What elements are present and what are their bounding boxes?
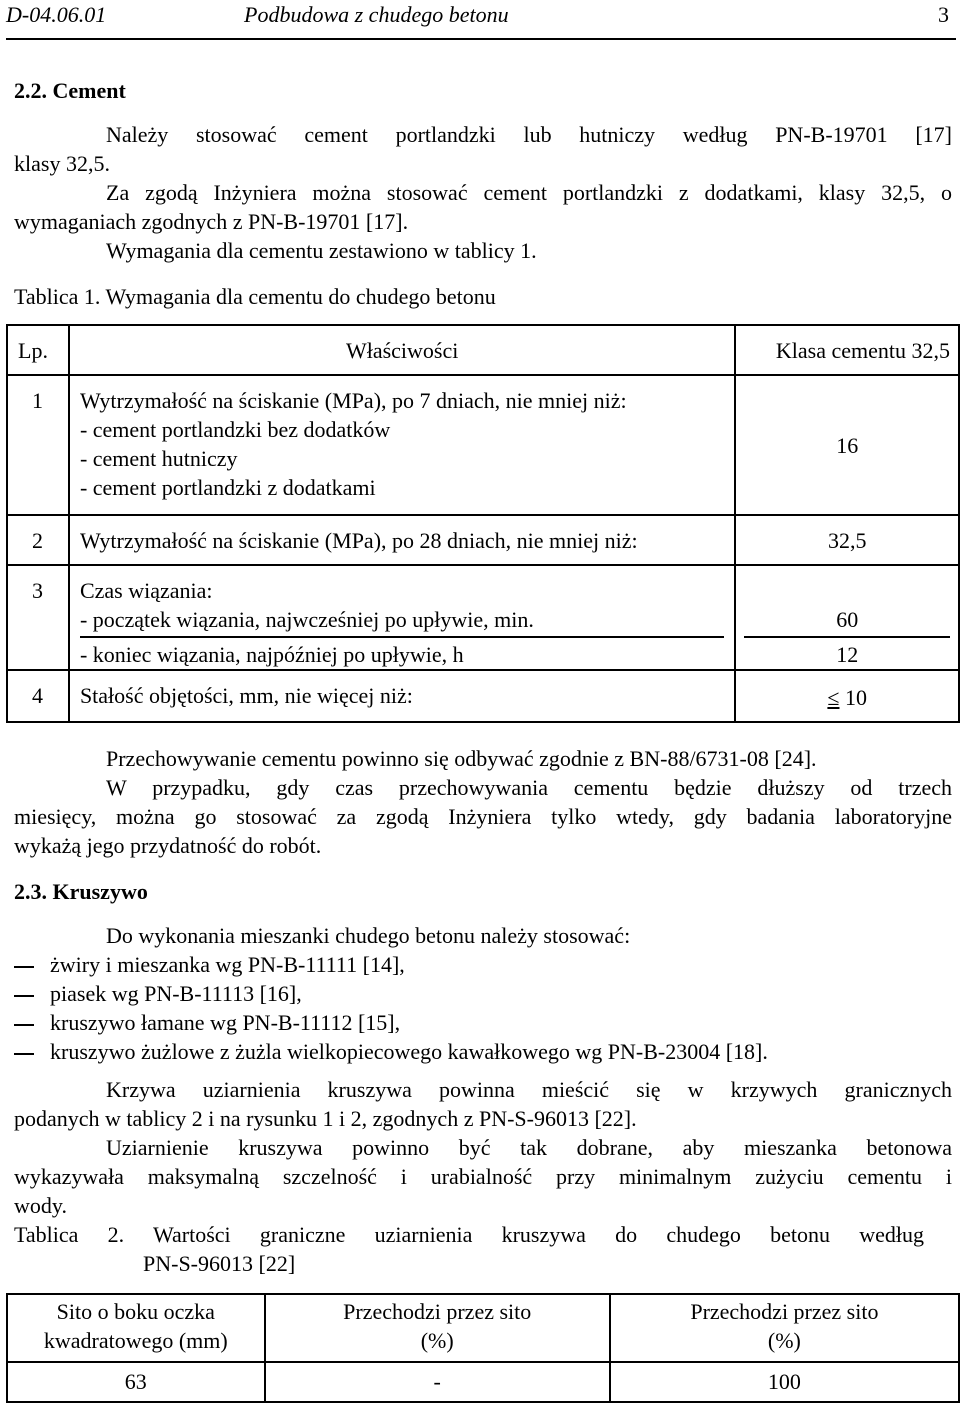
paragraph-line: Uziarnienie kruszywa powinno być tak dobrane, aby mieszanka betonowa <box>106 1135 952 1160</box>
list-dash <box>14 995 34 997</box>
property-text: Wytrzymałość na ściskanie (MPa), po 28 dniach, nie mniej niż: <box>79 528 638 553</box>
sieve-size: 63 <box>124 1369 147 1394</box>
paragraph-line: klasy 32,5. <box>14 151 110 176</box>
paragraph-line: wykażą jego przydatność do robót. <box>14 833 322 858</box>
row-number: 3 <box>32 578 43 603</box>
property-text: Stałość objętości, mm, nie więcej niż: <box>79 683 413 708</box>
page-number: 3 <box>938 2 949 27</box>
row-number: 4 <box>32 683 43 708</box>
list-dash <box>14 966 34 968</box>
paragraph-line: Przechowywanie cementu powinno się odbywać zgodnie z BN-88/6731-08 [24]. <box>106 746 817 771</box>
section-heading-cement: 2.2. Cement <box>14 78 126 103</box>
paragraph-line: wody. <box>14 1193 67 1218</box>
header-passing-min: Przechodzi przez sito <box>343 1299 532 1324</box>
table2-caption: PN-S-96013 [22] <box>143 1251 296 1276</box>
header-passing-max: Przechodzi przez sito <box>690 1299 879 1324</box>
list-item: kruszywo łamane wg PN-B-11112 [15], <box>50 1010 401 1035</box>
header-sieve: Sito o boku oczka <box>56 1299 215 1324</box>
less-equal-symbol: ≤ <box>827 685 840 710</box>
paragraph-line: Krzywa uziarnienia kruszywa powinna mieścić się w krzywych granicznych <box>106 1077 952 1102</box>
header-sieve: kwadratowego (mm) <box>43 1328 228 1353</box>
paragraph-line: Za zgodą Inżyniera można stosować cement portlandzki z dodatkami, klasy 32,5, o <box>106 180 952 205</box>
table-header-row <box>7 1294 959 1362</box>
header-rule <box>6 38 956 40</box>
property-text: - cement hutniczy <box>79 446 238 471</box>
row-number: 2 <box>32 528 43 553</box>
property-text: Wytrzymałość na ściskanie (MPa), po 7 dniach, nie mniej niż: <box>79 388 627 413</box>
paragraph-line: Do wykonania mieszanki chudego betonu należy stosować: <box>106 923 631 948</box>
list-item: kruszywo żużlowe z żużla wielkopiecowego kawałkowego wg PN-B-23004 [18]. <box>50 1039 768 1064</box>
paragraph-line: Należy stosować cement portlandzki lub hutniczy według PN-B-19701 [17] <box>106 122 952 147</box>
header-lp: Lp. <box>18 338 48 363</box>
section-heading-aggregate: 2.3. Kruszywo <box>14 879 148 904</box>
cement-requirements-table <box>6 324 960 723</box>
table-row <box>7 565 959 670</box>
class-value: 16 <box>836 432 859 458</box>
list-item: piasek wg PN-B-11113 [16], <box>50 981 302 1006</box>
property-text: Czas wiązania: <box>79 578 213 603</box>
header-passing-min: (%) <box>420 1328 454 1353</box>
paragraph-line: Wymagania dla cementu zestawiono w tablicy 1. <box>106 238 537 263</box>
class-value: 12 <box>836 642 859 667</box>
class-value: 32,5 <box>827 528 867 553</box>
passing-max: 100 <box>767 1369 801 1394</box>
header-class: Klasa cementu 32,5 <box>775 338 950 363</box>
doc-code: D-04.06.01 <box>6 2 107 27</box>
list-dash <box>14 1053 34 1055</box>
passing-min: - <box>433 1369 441 1394</box>
class-value: 60 <box>744 605 950 638</box>
table-row <box>7 670 959 722</box>
class-value: 10 <box>844 685 867 710</box>
aggregate-grading-table <box>6 1293 960 1403</box>
paragraph-line: miesięcy, można go stosować za zgodą Inżyniera tylko wtedy, gdy badania laboratoryjne <box>14 804 952 829</box>
table-row <box>7 1362 959 1402</box>
paragraph-line: podanych w tablicy 2 i na rysunku 1 i 2, zgodnych z PN-S-96013 [22]. <box>14 1106 637 1131</box>
property-text: - cement portlandzki bez dodatków <box>79 417 391 442</box>
row-number: 1 <box>32 388 43 413</box>
doc-title: Podbudowa z chudego betonu <box>244 2 509 27</box>
paragraph-line: wykazywała maksymalną szczelność i urabialność przy minimalnym zużyciu cementu i <box>14 1164 952 1189</box>
paragraph-line: wymaganiach zgodnych z PN-B-19701 [17]. <box>14 209 409 234</box>
property-text: - cement portlandzki z dodatkami <box>79 475 376 500</box>
table1-caption: Tablica 1. Wymagania dla cementu do chudego betonu <box>14 284 496 309</box>
header-properties: Właściwości <box>345 338 459 363</box>
header-passing-max: (%) <box>767 1328 801 1353</box>
table2-caption: Tablica 2. Wartości graniczne uziarnienia kruszywa do chudego betonu według <box>14 1222 924 1247</box>
paragraph-line: W przypadku, gdy czas przechowywania cementu będzie dłuższy od trzech <box>106 775 952 800</box>
table-row <box>7 375 959 515</box>
table-header-row <box>7 325 959 375</box>
property-text: - koniec wiązania, najpóźniej po upływie, h <box>79 642 464 667</box>
list-dash <box>14 1024 34 1026</box>
table-row <box>7 515 959 565</box>
property-text: - początek wiązania, najwcześniej po upływie, min. <box>80 605 724 638</box>
running-header <box>6 0 956 30</box>
list-item: żwiry i mieszanka wg PN-B-11111 [14], <box>50 952 405 977</box>
